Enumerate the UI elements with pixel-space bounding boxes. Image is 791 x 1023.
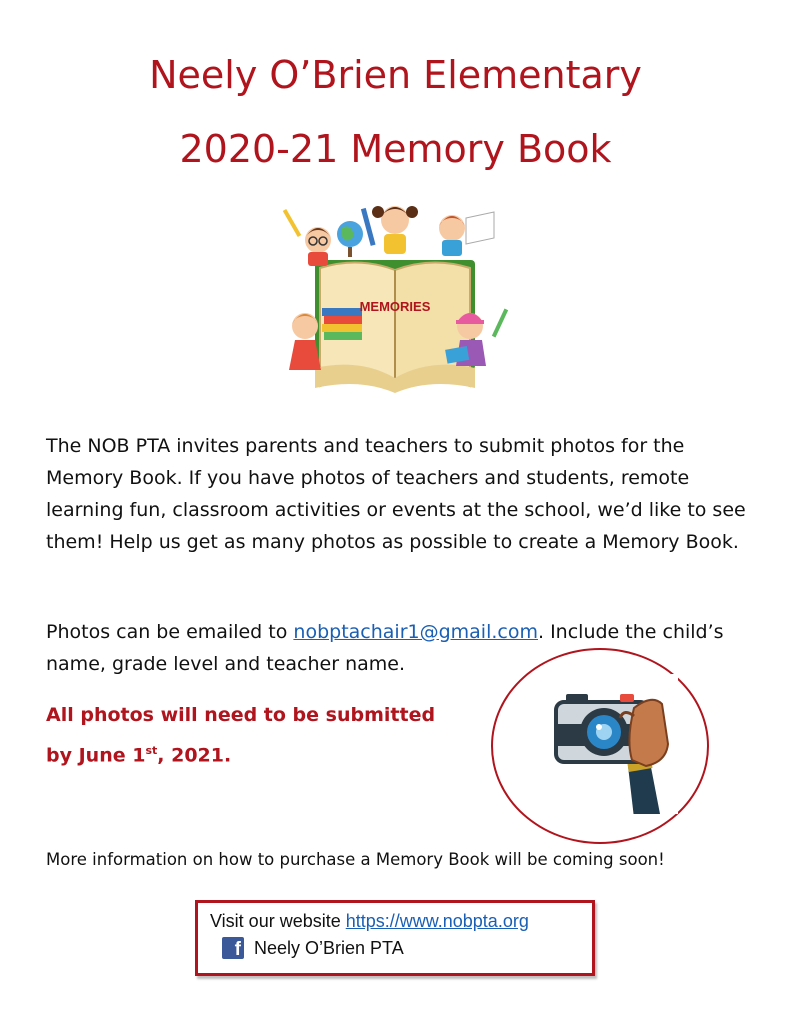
facebook-page-name[interactable]: Neely O’Brien PTA xyxy=(254,937,404,958)
facebook-icon[interactable]: f xyxy=(222,937,244,959)
title-line-2: 2020-21 Memory Book xyxy=(179,127,612,171)
intro-paragraph: The NOB PTA invites parents and teachers to submit photos for the Memory Book. If you have photos of teachers and students, remote learning fun, classroom activities or events at the school, we’d like to see them! Help us get as many photos as possible to create a Memory Book. xyxy=(46,435,746,553)
memories-label: MEMORIES xyxy=(359,299,431,314)
deadline-date-suffix: st xyxy=(145,744,158,757)
website-prefix: Visit our website xyxy=(210,911,346,931)
kids-memory-book-illustration-icon xyxy=(270,198,520,413)
email-text-after: . Include the child’s name, grade level and teacher name. xyxy=(46,621,724,675)
email-link[interactable]: nobptachair1@gmail.com xyxy=(293,621,538,643)
website-box xyxy=(195,900,595,976)
camera-in-hand-icon xyxy=(548,674,678,814)
website-line xyxy=(210,911,529,932)
email-text-before: Photos can be emailed to xyxy=(46,621,294,643)
website-link[interactable]: https://www.nobpta.org xyxy=(345,911,529,931)
deadline-year: , 2021. xyxy=(157,744,232,767)
deadline-line-2 xyxy=(46,744,231,766)
deadline-date: by June 1 xyxy=(46,744,146,767)
deadline-line-1: All photos will need to be submitted xyxy=(46,704,436,726)
title-line-1: Neely O’Brien Elementary xyxy=(149,53,642,97)
facebook-line[interactable] xyxy=(222,937,404,959)
more-info-text: More information on how to purchase a Memory Book will be coming soon! xyxy=(46,850,665,869)
